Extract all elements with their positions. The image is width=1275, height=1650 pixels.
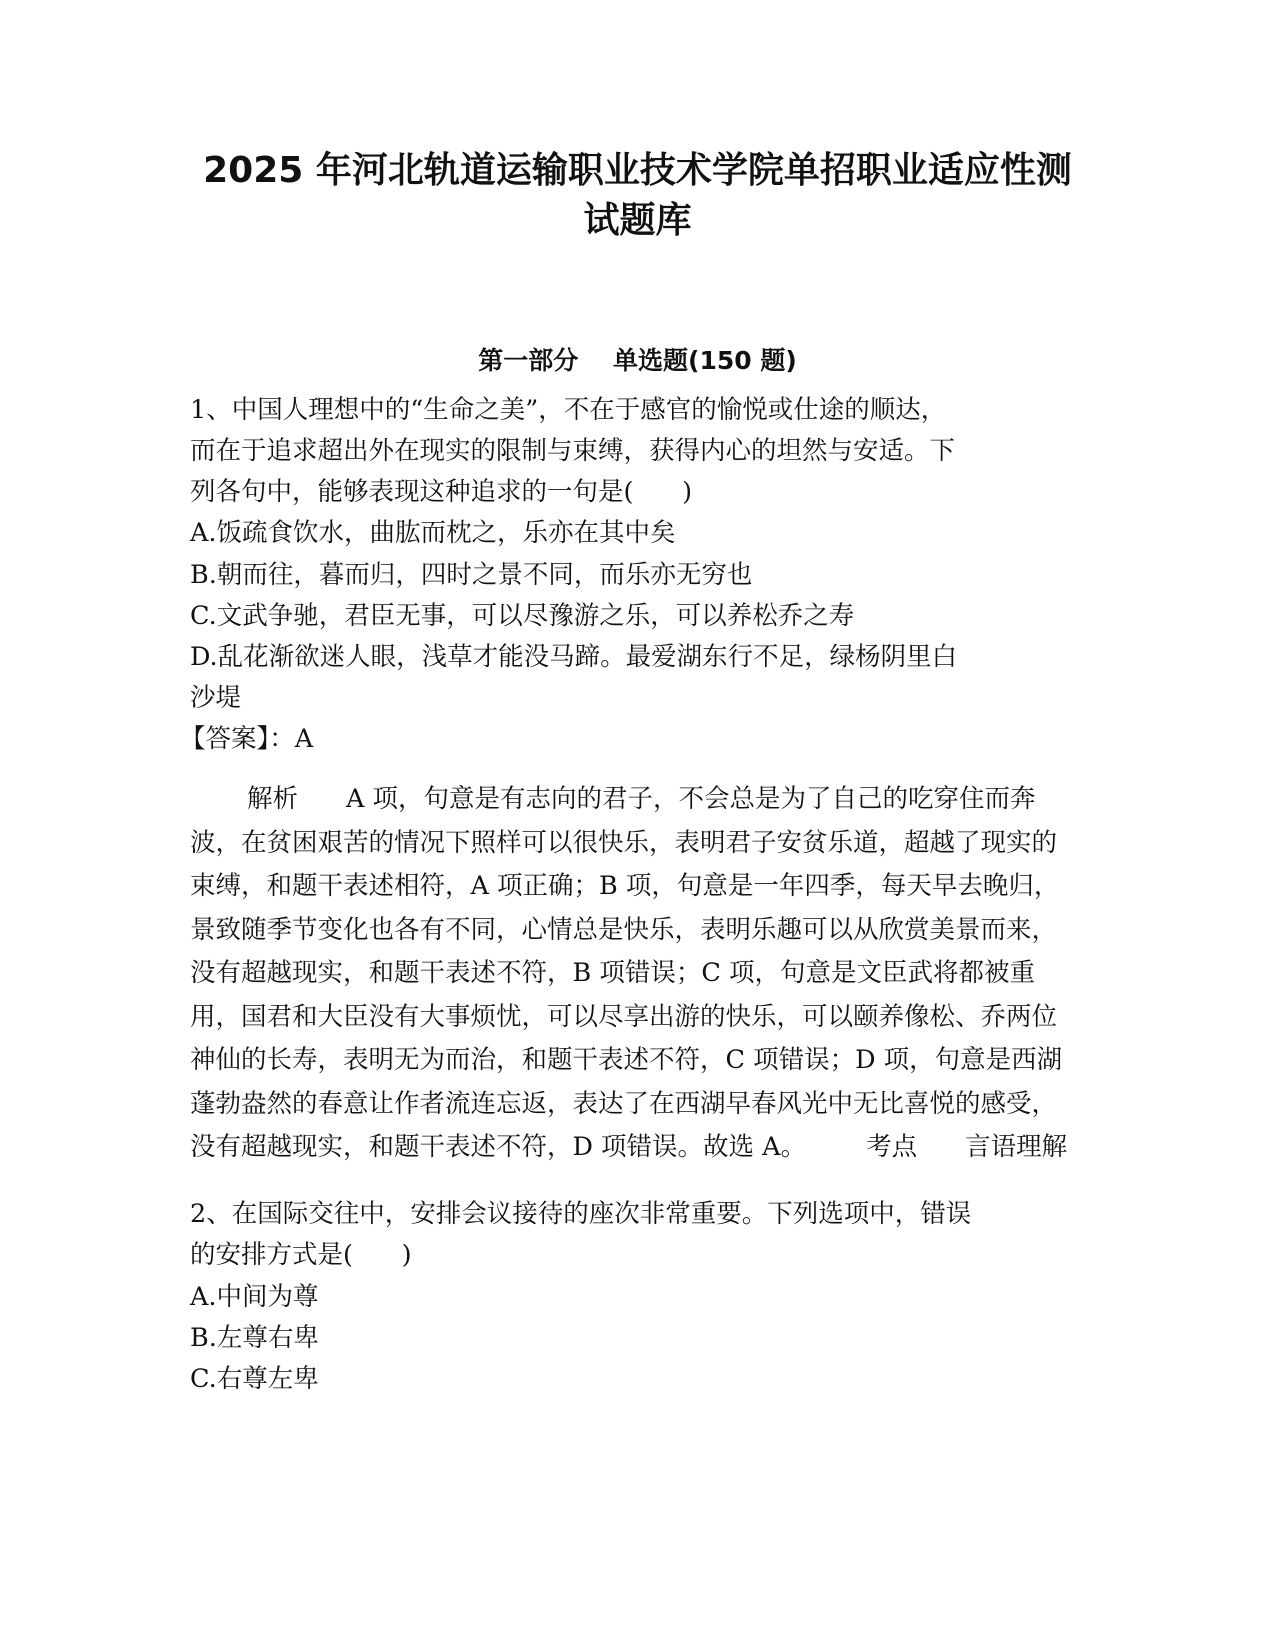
section-title: 第一部分 单选题(150 题) <box>478 346 797 375</box>
title-line-1: 2025 年河北轨道运输职业技术学院单招职业适应性测 <box>203 150 1072 191</box>
option-a: A.中间为尊 <box>190 1282 319 1312</box>
knowledge-point-value: 言语理解 <box>965 1132 1068 1162</box>
option-d: D.乱花渐欲迷人眼，浅草才能没马蹄。最爱湖东行不足，绿杨阴里白 <box>190 642 958 672</box>
explanation-text: A 项，句意是有志向的君子，不会总是为了自己的吃穿住而奔波，在贫困艰苦的情况下照样可以很快乐，表明君子安贫乐道，超越了现实的束缚，和题干表述相符，A 项正确；B 项，句意是一年四季，每天早去晚归，景致随季节变化也各有不同，心情总是快乐，表明乐趣可以从欣赏美景而来，没有超越现实，和题干表述不符，B 项错误；C 项，句意是文臣武将都被重用，国君和大臣没有大事烦忧，可以尽享出游的快乐，可以颐养像松、乔两位神仙的长寿，表明无为而治，和题干表述不符，C 项错误；D 项，句意是西湖蓬勃盎然的春意让作者流连忘返，表达了在西湖早春风光中无比喜悦的感受，没有超越现实，和题干表述不符，D 项错误。故选 A。 <box>190 784 1063 1162</box>
option-b: B.左尊右卑 <box>190 1323 319 1353</box>
document-title <box>150 146 1125 246</box>
question-stem-line: 列各句中，能够表现这种追求的一句是( ) <box>190 477 693 507</box>
explanation <box>190 778 1080 1170</box>
title-line-2: 试题库 <box>583 200 692 241</box>
option-b: B.朝而往，暮而归，四时之景不同，而乐亦无穷也 <box>190 560 753 590</box>
option-c: C.右尊左卑 <box>190 1364 319 1394</box>
option-a: A.饭疏食饮水，曲肱而枕之，乐亦在其中矣 <box>190 518 676 548</box>
question-stem-line: 的安排方式是( ) <box>190 1240 412 1270</box>
answer-line: 【答案】：A <box>180 724 314 754</box>
question-stem-line: 1、中国人理想中的“生命之美”，不在于感官的愉悦或仕途的顺达， <box>190 395 947 425</box>
question-stem-line: 2、在国际交往中，安排会议接待的座次非常重要。下列选项中，错误 <box>190 1199 972 1229</box>
explanation-label: 解析 <box>247 784 299 814</box>
option-c: C.文武争驰，君臣无事，可以尽豫游之乐，可以养松乔之寿 <box>190 601 855 631</box>
knowledge-point-label: 考点 <box>866 1132 918 1162</box>
option-d-continued: 沙堤 <box>190 683 242 713</box>
question-stem-line: 而在于追求超出外在现实的限制与束缚，获得内心的坦然与安适。下 <box>190 436 956 466</box>
